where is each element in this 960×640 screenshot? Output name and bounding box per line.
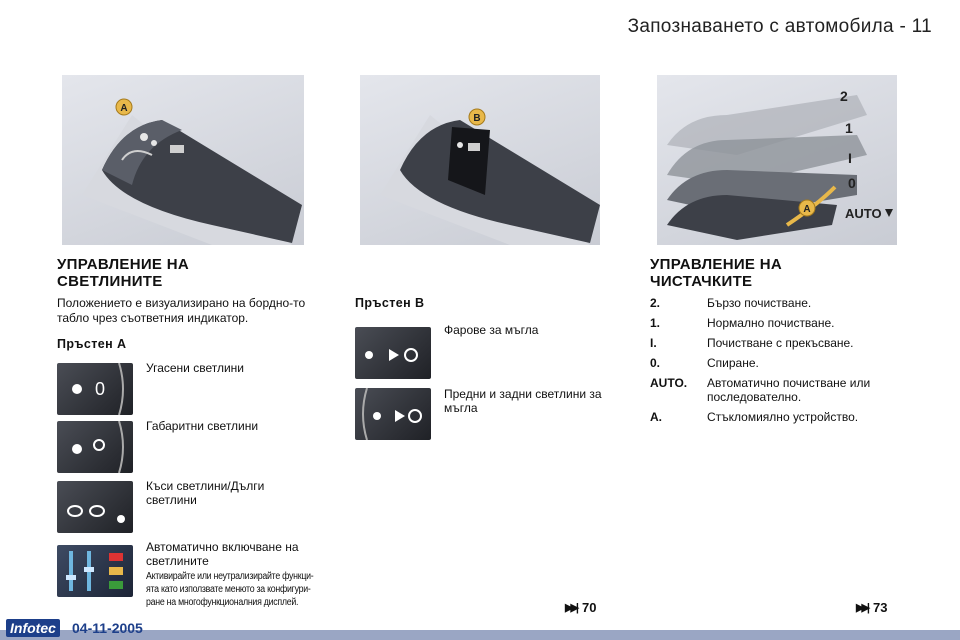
skip-forward-icon: ▶▶|	[565, 602, 576, 614]
wiper-pos-i: I	[848, 150, 852, 166]
skip-forward-icon: ▶▶|	[856, 602, 867, 614]
wiper-key: I.	[650, 336, 657, 350]
wiper-value: Стъкломиялно устройство.	[707, 410, 859, 424]
list-item	[650, 376, 940, 404]
wiper-key: 2.	[650, 296, 661, 310]
wiper-stalk-photo	[657, 75, 897, 245]
wiper-value: Почистване с прекъсване.	[707, 336, 854, 350]
ring-b-heading: Пръстен B	[355, 296, 425, 310]
lighting-title-line2: СВЕТЛИНИТЕ	[57, 273, 163, 290]
ring-a-note: Активирайте или неутрализирайте функци-ята като използвате менюто за конфигури-ране на многофункционалния дисплей.	[146, 571, 314, 608]
headlights-icon	[57, 481, 133, 533]
auto-lights-display-icon	[57, 545, 133, 597]
ring-a-item-4: Автоматично включване на светлините	[146, 540, 299, 568]
wiper-key: 1.	[650, 316, 661, 330]
ring-b-item-1: Фарове за мъгла	[444, 323, 539, 337]
wiper-value: Бързо почистване.	[707, 296, 812, 310]
ring-a-item-2: Габаритни светлини	[146, 419, 259, 433]
wiper-pos-auto: AUTO	[845, 206, 882, 221]
front-rear-fog-icon	[355, 388, 431, 440]
lighting-title-line1: УПРАВЛЕНИЕ НА	[57, 256, 189, 273]
photo-label-a: A	[120, 103, 128, 114]
photo-label-b: B	[473, 113, 481, 124]
down-arrow-icon	[885, 209, 893, 217]
list-item	[650, 316, 940, 330]
infotec-logo: Infotec	[6, 619, 60, 637]
lighting-stalk-photo-ring-b	[360, 75, 600, 245]
wiper-value: Нормално почистване.	[707, 316, 835, 330]
footer-bar	[0, 630, 960, 640]
lighting-stalk-photo-ring-a	[62, 75, 304, 245]
wiper-pos-1: 1	[845, 120, 853, 136]
wiper-value: Автоматично почистване или последователно.	[707, 376, 871, 404]
wiper-key: 0.	[650, 356, 661, 370]
list-item	[650, 296, 940, 310]
lighting-page-reference[interactable]	[565, 600, 596, 615]
wipers-title-line1: УПРАВЛЕНИЕ НА	[650, 256, 782, 273]
lights-off-icon	[57, 363, 133, 415]
edition-date: 04-11-2005	[72, 620, 143, 636]
wiper-key: A.	[650, 410, 662, 424]
page-title: Запознаването с автомобила - 11	[627, 16, 932, 37]
wipers-section-title	[650, 256, 782, 290]
wiper-positions-list	[650, 296, 940, 430]
wiper-pos-2: 2	[840, 88, 848, 104]
ring-a-heading: Пръстен A	[57, 337, 127, 351]
wiper-key: AUTO.	[650, 376, 688, 390]
wipers-ref-page: 73	[873, 600, 888, 615]
list-item	[650, 410, 940, 424]
ring-a-item-3: Къси светлини/Дълги светлини	[146, 479, 265, 507]
fog-lights-icon	[355, 327, 431, 379]
photo-label-wiper-a: A	[803, 204, 811, 215]
ring-b-item-2: Предни и задни светлини за мъгла	[444, 387, 602, 415]
list-item	[650, 336, 940, 350]
wipers-title-line2: ЧИСТАЧКИТЕ	[650, 273, 753, 290]
list-item	[650, 356, 940, 370]
wipers-page-reference[interactable]	[856, 600, 887, 615]
lighting-intro-text: Положението е визуализирано на бордно-то табло чрез съответния индикатор.	[57, 296, 306, 325]
wiper-pos-0: 0	[848, 175, 856, 191]
lighting-ref-page: 70	[582, 600, 597, 615]
lighting-section-title	[57, 256, 189, 290]
wiper-value: Спиране.	[707, 356, 759, 370]
svg-text:0: 0	[95, 379, 106, 399]
ring-a-item-1: Угасени светлини	[146, 361, 244, 375]
sidelights-icon	[57, 421, 133, 473]
